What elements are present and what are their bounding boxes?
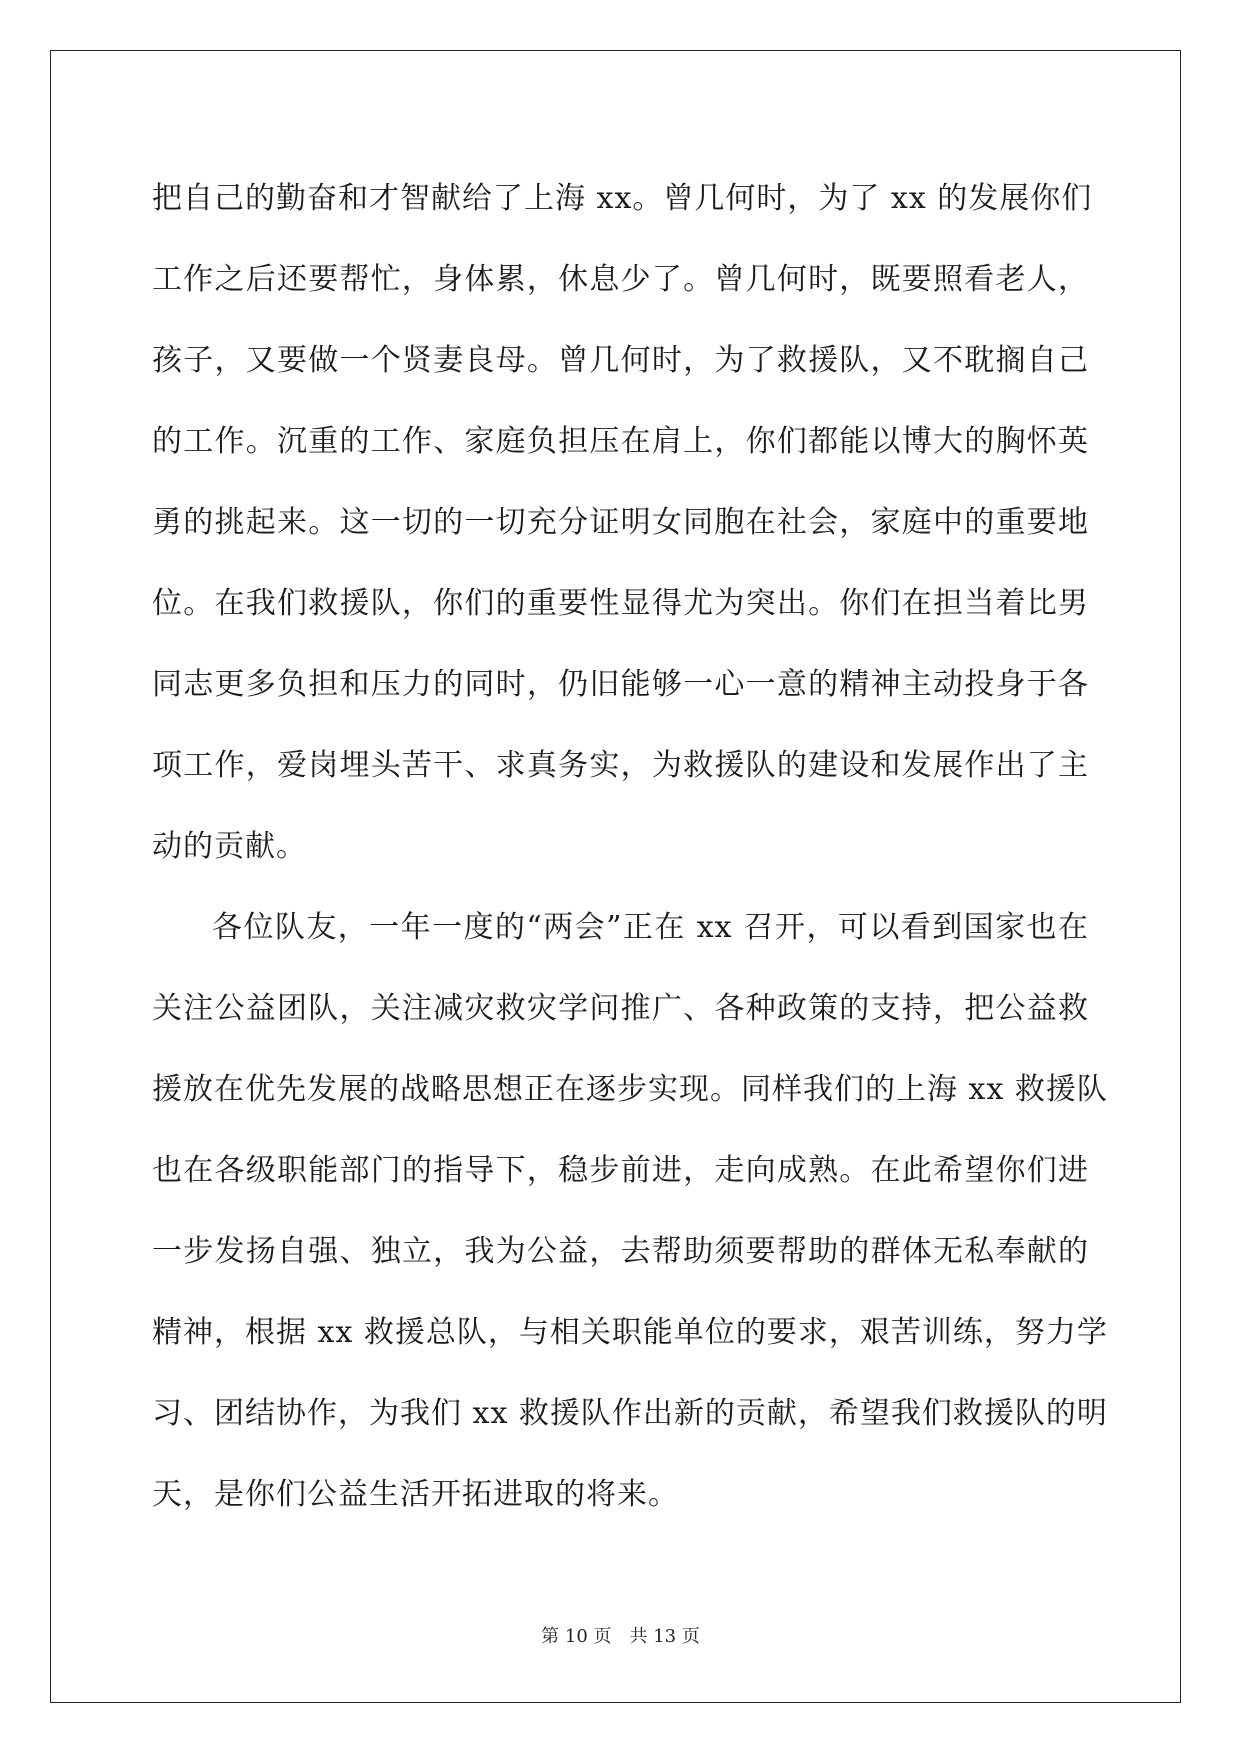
paragraph-1-line: 项工作，爱岗埋头苦干、求真务实，为救援队的建设和发展作出了主	[152, 748, 1089, 783]
paragraph-2-line: 精神，根据 xx 救援总队，与相关职能单位的要求，艰苦训练，努力学	[152, 1315, 1108, 1350]
paragraph-1-line: 同志更多负担和压力的同时，仍旧能够一心一意的精神主动投身于各	[152, 667, 1089, 702]
paragraph-1-line: 位。在我们救援队，你们的重要性显得尤为突出。你们在担当着比男	[152, 586, 1089, 621]
paragraph-1-line: 工作之后还要帮忙，身体累，休息少了。曾几何时，既要照看老人，	[152, 262, 1089, 297]
paragraph-2-line: 天，是你们公益生活开拓进取的将来。	[152, 1477, 679, 1512]
page-number-footer: 第 10 页 共 13 页	[541, 1626, 700, 1647]
paragraph-2-line: 各位队友，一年一度的“两会”正在 xx 召开，可以看到国家也在	[212, 910, 1089, 945]
paragraph-2-line: 关注公益团队，关注减灾救灾学问推广、各种政策的支持，把公益救	[152, 991, 1089, 1026]
paragraph-1-line: 勇的挑起来。这一切的一切充分证明女同胞在社会，家庭中的重要地	[152, 505, 1089, 540]
paragraph-2-line: 也在各级职能部门的指导下，稳步前进，走向成熟。在此希望你们进	[152, 1153, 1089, 1188]
paragraph-1-line: 的工作。沉重的工作、家庭负担压在肩上，你们都能以博大的胸怀英	[152, 424, 1089, 459]
paragraph-1-line: 把自己的勤奋和才智献给了上海 xx。曾几何时，为了 xx 的发展你们	[152, 181, 1093, 216]
paragraph-2-line: 一步发扬自强、独立，我为公益，去帮助须要帮助的群体无私奉献的	[152, 1234, 1089, 1269]
paragraph-1-line: 孩子，又要做一个贤妻良母。曾几何时，为了救援队，又不耽搁自己	[152, 343, 1089, 378]
document-body	[152, 158, 1108, 1535]
paragraph-1-line: 动的贡献。	[152, 829, 307, 864]
paragraph-2-line: 习、团结协作，为我们 xx 救援队作出新的贡献，希望我们救援队的明	[152, 1396, 1108, 1431]
paragraph-2-line: 援放在优先发展的战略思想正在逐步实现。同样我们的上海 xx 救援队	[152, 1072, 1108, 1107]
